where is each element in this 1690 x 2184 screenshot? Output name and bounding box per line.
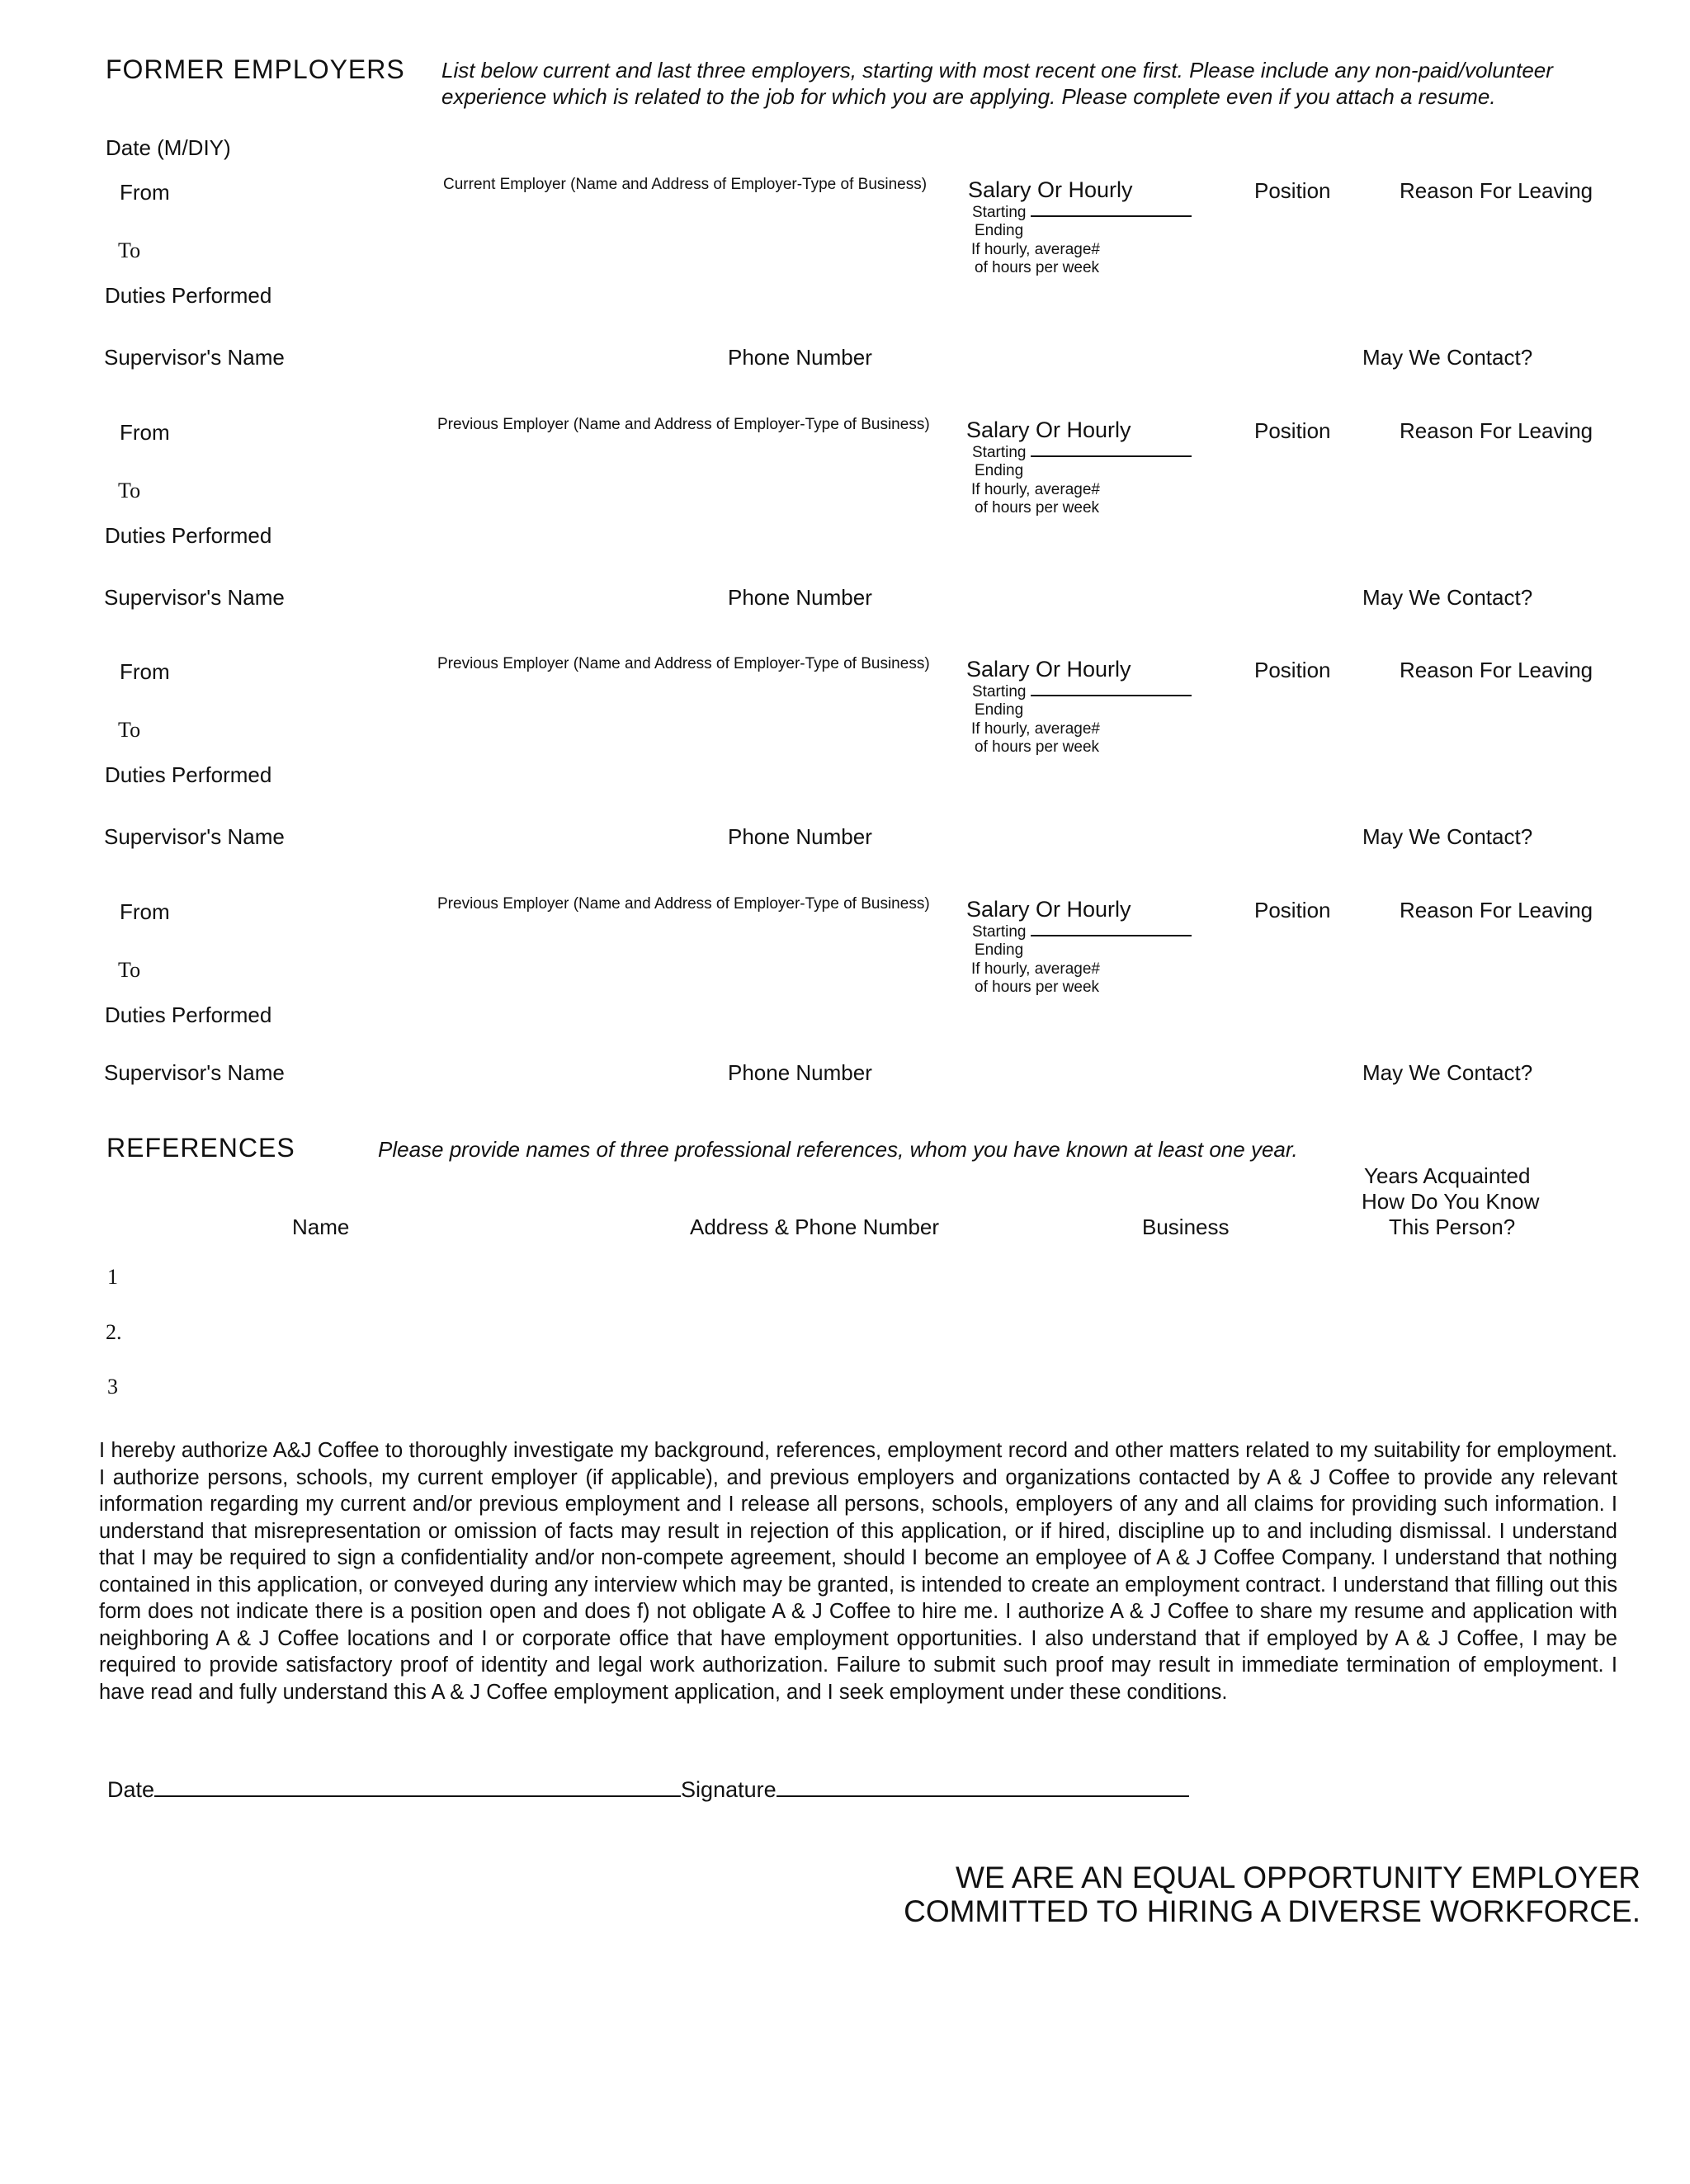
hourly-average-label: If hourly, average# <box>971 481 1100 498</box>
ending-label: Ending <box>975 701 1024 719</box>
from-label: From <box>120 180 170 205</box>
starting-label: Starting <box>972 203 1192 222</box>
salary-label: Salary Or Hourly <box>966 417 1131 442</box>
eoe-statement <box>904 1861 1640 1928</box>
references-heading: REFERENCES <box>106 1133 295 1163</box>
position-label: Position <box>1254 178 1331 203</box>
reference-row-2-number: 2. <box>106 1320 122 1344</box>
to-label: To <box>118 958 141 982</box>
hours-per-week-label: of hours per week <box>975 259 1100 276</box>
employer-name-label: Previous Employer (Name and Address of Employer-Type of Business) <box>437 895 930 913</box>
reason-for-leaving-label: Reason For Leaving <box>1400 658 1593 682</box>
position-label: Position <box>1254 418 1331 443</box>
phone-number-label: Phone Number <box>728 1060 872 1085</box>
reference-row-1-number: 1 <box>107 1265 118 1289</box>
supervisor-name-label: Supervisor's Name <box>104 585 285 610</box>
hours-per-week-label: of hours per week <box>975 499 1100 517</box>
phone-number-label: Phone Number <box>728 585 872 610</box>
date-label: Date <box>107 1777 155 1802</box>
may-we-contact-label: May We Contact? <box>1362 824 1533 849</box>
reason-for-leaving-label: Reason For Leaving <box>1400 418 1593 443</box>
salary-label: Salary Or Hourly <box>966 897 1131 922</box>
date-format-label: Date (M/DIY) <box>106 135 231 160</box>
date-signature-row <box>107 1777 1189 1803</box>
references-instructions: Please provide names of three professional references, whom you have known at least one year. <box>378 1137 1298 1162</box>
starting-salary-line <box>1031 935 1192 936</box>
position-label: Position <box>1254 658 1331 682</box>
ending-label: Ending <box>975 462 1024 479</box>
years-acquainted-header: Years Acquainted <box>1364 1163 1531 1188</box>
business-column-header: Business <box>1142 1215 1230 1239</box>
hourly-average-label: If hourly, average# <box>971 241 1100 258</box>
from-label: From <box>120 659 170 684</box>
to-label: To <box>118 479 141 502</box>
hours-per-week-label: of hours per week <box>975 738 1100 756</box>
supervisor-name-label: Supervisor's Name <box>104 1060 285 1085</box>
to-label: To <box>118 718 141 742</box>
name-column-header: Name <box>292 1215 350 1239</box>
position-label: Position <box>1254 898 1331 922</box>
former-employers-heading: FORMER EMPLOYERS <box>106 54 405 84</box>
from-label: From <box>120 420 170 445</box>
former-employers-instructions-line1: List below current and last three employers, starting with most recent one first. Please include any non-paid/volunteer <box>441 58 1553 83</box>
to-label: To <box>118 238 141 262</box>
hourly-average-label: If hourly, average# <box>971 960 1100 978</box>
starting-salary-line <box>1031 215 1192 217</box>
phone-number-label: Phone Number <box>728 345 872 370</box>
duties-performed-label: Duties Performed <box>105 1002 272 1027</box>
duties-performed-label: Duties Performed <box>105 762 272 787</box>
duties-performed-label: Duties Performed <box>105 523 272 548</box>
reason-for-leaving-label: Reason For Leaving <box>1400 898 1593 922</box>
may-we-contact-label: May We Contact? <box>1362 585 1533 610</box>
eoe-line-1: WE ARE AN EQUAL OPPORTUNITY EMPLOYER <box>956 1861 1640 1894</box>
supervisor-name-label: Supervisor's Name <box>104 824 285 849</box>
supervisor-name-label: Supervisor's Name <box>104 345 285 370</box>
may-we-contact-label: May We Contact? <box>1362 1060 1533 1085</box>
from-label: From <box>120 899 170 924</box>
how-do-you-know-header: How Do You Know <box>1362 1189 1540 1214</box>
former-employers-instructions-line2: experience which is related to the job for which you are applying. Please complete even if you attach a resume. <box>441 84 1496 109</box>
salary-label: Salary Or Hourly <box>968 177 1133 202</box>
signature-input-line[interactable] <box>777 1795 1189 1797</box>
date-input-line[interactable] <box>154 1795 681 1797</box>
this-person-header: This Person? <box>1389 1215 1516 1239</box>
address-phone-column-header: Address & Phone Number <box>690 1215 940 1239</box>
eoe-line-2: COMMITTED TO HIRING A DIVERSE WORKFORCE. <box>904 1894 1640 1928</box>
starting-label: Starting <box>972 443 1192 462</box>
starting-label: Starting <box>972 682 1192 701</box>
salary-label: Salary Or Hourly <box>966 657 1131 682</box>
ending-label: Ending <box>975 222 1024 239</box>
reason-for-leaving-label: Reason For Leaving <box>1400 178 1593 203</box>
may-we-contact-label: May We Contact? <box>1362 345 1533 370</box>
signature-label: Signature <box>681 1777 777 1802</box>
authorization-statement: I hereby authorize A&J Coffee to thoroughly investigate my background, references, employment record and other matters related to my suitability for employment. I authorize persons, schools, my current employer (if applicable), and previous employers and organizations contacted by A & J Coffee to provide any relevant information regarding my current and/or previous employment and I release all persons, schools, employers of any and all claims for providing such information. I understand that misrepresentation or omission of facts may result in rejection of this application, or if hired, discipline up to and including dismissal. I understand that I may be required to sign a confidentiality and/or non-compete agreement, should I become an employee of A & J Coffee Company. I understand that nothing contained in this application, or conveyed during any interview which may be granted, is intended to create an employment contract. I understand that filling out this form does not indicate there is a position open and does f) not obligate A & J Coffee to hire me. I authorize A & J Coffee to share my resume and application with neighboring A & J Coffee locations and I or corporate office that have employment opportunities. I also understand that if employed by A & J Coffee, I may be required to provide satisfactory proof of identity and legal work authorization. Failure to submit such proof may result in immediate termination of employment. I have read and fully understand this A & J Coffee employment application, and I seek employment under these conditions. <box>99 1439 1617 1704</box>
duties-performed-label: Duties Performed <box>105 283 272 308</box>
starting-salary-line <box>1031 695 1192 696</box>
starting-label: Starting <box>972 922 1192 941</box>
employer-name-label: Current Employer (Name and Address of Employer-Type of Business) <box>443 176 928 193</box>
hours-per-week-label: of hours per week <box>975 979 1100 996</box>
ending-label: Ending <box>975 941 1024 959</box>
phone-number-label: Phone Number <box>728 824 872 849</box>
hourly-average-label: If hourly, average# <box>971 720 1100 738</box>
employer-name-label: Previous Employer (Name and Address of Employer-Type of Business) <box>437 655 930 672</box>
starting-salary-line <box>1031 455 1192 457</box>
employer-name-label: Previous Employer (Name and Address of Employer-Type of Business) <box>437 416 930 433</box>
reference-row-3-number: 3 <box>107 1375 118 1399</box>
